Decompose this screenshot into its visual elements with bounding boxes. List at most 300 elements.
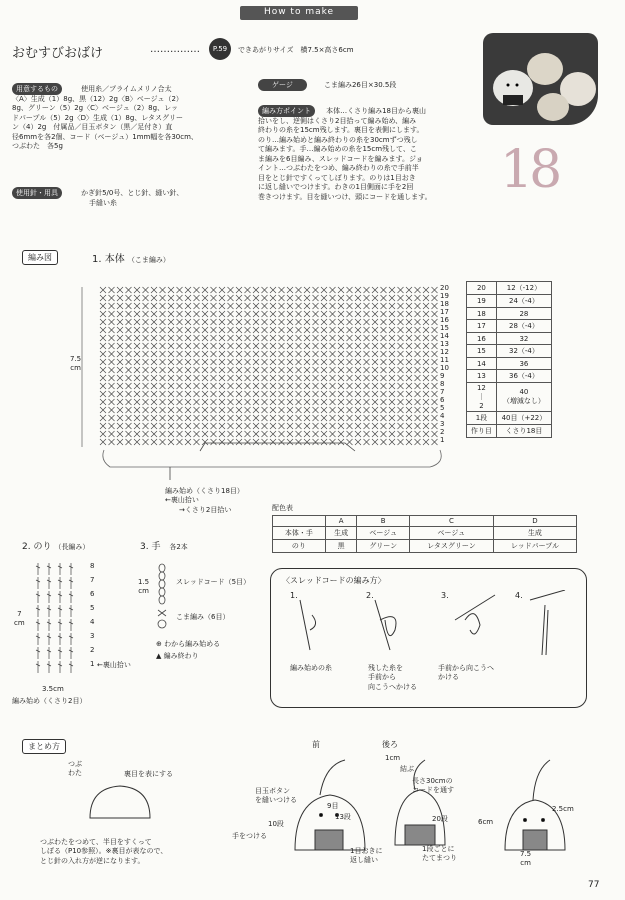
- materials-line-0: 使用糸／プライムメリノ合太: [81, 85, 172, 93]
- single-crochet-mark: [151, 375, 157, 381]
- single-crochet-mark: [219, 287, 225, 293]
- single-crochet-mark: [194, 343, 200, 349]
- single-crochet-mark: [347, 375, 353, 381]
- single-crochet-mark: [270, 303, 276, 309]
- single-crochet-mark: [330, 327, 336, 333]
- single-crochet-mark: [347, 295, 353, 301]
- single-crochet-mark: [253, 391, 259, 397]
- double-crochet-mark: [36, 661, 40, 673]
- single-crochet-mark: [381, 335, 387, 341]
- single-crochet-mark: [202, 359, 208, 365]
- single-crochet-mark: [364, 303, 370, 309]
- single-crochet-mark: [381, 375, 387, 381]
- single-crochet-mark: [381, 319, 387, 325]
- single-crochet-mark: [202, 431, 208, 437]
- single-crochet-mark: [432, 319, 438, 325]
- single-crochet-mark: [389, 303, 395, 309]
- single-crochet-mark: [100, 415, 106, 421]
- single-crochet-mark: [321, 399, 327, 405]
- single-crochet-mark: [253, 383, 259, 389]
- points-line-7: 目をとじ針ですくってしぼります。のりは1目おき: [258, 173, 416, 182]
- single-crochet-mark: [398, 407, 404, 413]
- row-number: 6: [440, 396, 445, 404]
- single-crochet-mark: [432, 343, 438, 349]
- nori-title-text: 2. のり: [22, 542, 52, 552]
- single-crochet-mark: [245, 399, 251, 405]
- single-crochet-mark: [168, 287, 174, 293]
- single-crochet-mark: [194, 303, 200, 309]
- finish-hand: 手をつける: [232, 832, 267, 840]
- single-crochet-mark: [253, 327, 259, 333]
- single-crochet-mark: [219, 311, 225, 317]
- single-crochet-mark: [313, 311, 319, 317]
- single-crochet-mark: [347, 391, 353, 397]
- single-crochet-mark: [117, 367, 123, 373]
- single-crochet-mark: [423, 383, 429, 389]
- hand-title-text: 3. 手: [140, 542, 161, 552]
- single-crochet-mark: [389, 375, 395, 381]
- single-crochet-mark: [177, 287, 183, 293]
- finish-knot: 結ぶ: [400, 765, 414, 773]
- single-crochet-mark: [432, 399, 438, 405]
- single-crochet-mark: [355, 319, 361, 325]
- single-crochet-mark: [168, 423, 174, 429]
- single-crochet-mark: [194, 391, 200, 397]
- single-crochet-mark: [109, 415, 115, 421]
- single-crochet-mark: [287, 399, 293, 405]
- stitch-count-table: [466, 281, 552, 438]
- single-crochet-mark: [389, 335, 395, 341]
- single-crochet-mark: [338, 391, 344, 397]
- single-crochet-mark: [168, 367, 174, 373]
- nori-height-unit: cm: [14, 619, 25, 628]
- single-crochet-mark: [100, 351, 106, 357]
- single-crochet-mark: [296, 431, 302, 437]
- single-crochet-mark: [262, 407, 268, 413]
- single-crochet-mark: [415, 423, 421, 429]
- single-crochet-mark: [134, 407, 140, 413]
- single-crochet-mark: [211, 383, 217, 389]
- finish-cord: 長さ30cmの コードを通す: [412, 777, 454, 795]
- single-crochet-mark: [330, 303, 336, 309]
- single-crochet-mark: [202, 311, 208, 317]
- single-crochet-mark: [245, 423, 251, 429]
- single-crochet-mark: [160, 311, 166, 317]
- single-crochet-mark: [398, 399, 404, 405]
- single-crochet-mark: [228, 407, 234, 413]
- single-crochet-mark: [296, 439, 302, 445]
- single-crochet-mark: [202, 343, 208, 349]
- single-crochet-mark: [151, 423, 157, 429]
- hand-legend-2: [156, 652, 199, 661]
- single-crochet-mark: [134, 359, 140, 365]
- row-number: 5: [440, 404, 445, 412]
- single-crochet-mark: [364, 311, 370, 317]
- single-crochet-mark: [194, 439, 200, 445]
- single-crochet-mark: [236, 327, 242, 333]
- color-cell: B: [357, 516, 410, 527]
- count-row: [467, 282, 552, 295]
- single-crochet-mark: [279, 439, 285, 445]
- single-crochet-mark: [126, 343, 132, 349]
- single-crochet-mark: [296, 415, 302, 421]
- single-crochet-mark: [270, 327, 276, 333]
- single-crochet-mark: [202, 383, 208, 389]
- single-crochet-mark: [304, 311, 310, 317]
- row-number: 17: [440, 308, 449, 316]
- single-crochet-mark: [381, 351, 387, 357]
- single-crochet-mark: [321, 431, 327, 437]
- hand-size: [138, 578, 149, 597]
- double-crochet-mark: [69, 661, 73, 673]
- single-crochet-mark: [296, 359, 302, 365]
- single-crochet-mark: [202, 335, 208, 341]
- single-crochet-mark: [134, 383, 140, 389]
- single-crochet-mark: [245, 359, 251, 365]
- points-line-1: 拾いをし、逆側はくさり2目拾って編み始め、編み: [258, 117, 417, 125]
- double-crochet-mark: [58, 661, 62, 673]
- single-crochet-mark: [270, 311, 276, 317]
- single-crochet-mark: [219, 431, 225, 437]
- single-crochet-mark: [253, 359, 259, 365]
- nori-width: 3.5cm: [42, 685, 64, 693]
- single-crochet-mark: [321, 319, 327, 325]
- single-crochet-mark: [117, 439, 123, 445]
- single-crochet-mark: [202, 319, 208, 325]
- single-crochet-mark: [236, 351, 242, 357]
- single-crochet-mark: [423, 327, 429, 333]
- single-crochet-mark: [406, 359, 412, 365]
- single-crochet-mark: [126, 383, 132, 389]
- single-crochet-mark: [177, 359, 183, 365]
- single-crochet-mark: [279, 431, 285, 437]
- single-crochet-mark: [423, 431, 429, 437]
- single-crochet-mark: [406, 327, 412, 333]
- single-crochet-mark: [355, 295, 361, 301]
- single-crochet-mark: [253, 351, 259, 357]
- single-crochet-mark: [330, 431, 336, 437]
- single-crochet-mark: [117, 327, 123, 333]
- row-number: 9: [440, 372, 445, 380]
- single-crochet-mark: [253, 375, 259, 381]
- single-crochet-mark: [194, 351, 200, 357]
- single-crochet-mark: [253, 311, 259, 317]
- single-crochet-mark: [219, 439, 225, 445]
- single-crochet-mark: [296, 375, 302, 381]
- single-crochet-mark: [253, 415, 259, 421]
- single-crochet-mark: [372, 343, 378, 349]
- single-crochet-mark: [313, 423, 319, 429]
- single-crochet-mark: [279, 335, 285, 341]
- row-number: 1: [440, 436, 445, 444]
- single-crochet-mark: [126, 399, 132, 405]
- count-row: [467, 345, 552, 358]
- single-crochet-mark: [160, 359, 166, 365]
- single-crochet-mark: [228, 335, 234, 341]
- count-cell: 36: [496, 358, 551, 370]
- single-crochet-mark: [321, 287, 327, 293]
- single-crochet-mark: [406, 423, 412, 429]
- single-crochet-mark: [211, 319, 217, 325]
- finish-r13: 13段: [335, 813, 351, 821]
- count-cell: 40 （増減なし）: [496, 383, 551, 412]
- single-crochet-mark: [270, 407, 276, 413]
- single-crochet-mark: [415, 351, 421, 357]
- single-crochet-mark: [126, 415, 132, 421]
- single-crochet-mark: [338, 295, 344, 301]
- single-crochet-mark: [432, 327, 438, 333]
- single-crochet-mark: [415, 359, 421, 365]
- single-crochet-mark: [270, 431, 276, 437]
- single-crochet-mark: [338, 399, 344, 405]
- single-crochet-mark: [100, 319, 106, 325]
- hand-legend-2-text: 編み終わり: [163, 652, 199, 660]
- single-crochet-mark: [211, 287, 217, 293]
- single-crochet-mark: [202, 439, 208, 445]
- single-crochet-mark: [168, 399, 174, 405]
- single-crochet-mark: [398, 423, 404, 429]
- count-cell: 14: [467, 358, 497, 370]
- single-crochet-mark: [381, 359, 387, 365]
- header-banner-text: How to make: [263, 7, 335, 17]
- start-note-2: →くさり2目拾い: [179, 505, 232, 514]
- finish-r9: 9目: [327, 802, 339, 810]
- single-crochet-mark: [151, 407, 157, 413]
- single-crochet-mark: [279, 327, 285, 333]
- row-number: 3: [440, 420, 445, 428]
- single-crochet-mark: [228, 367, 234, 373]
- single-crochet-mark: [321, 327, 327, 333]
- single-crochet-mark: [415, 439, 421, 445]
- single-crochet-mark: [381, 431, 387, 437]
- single-crochet-mark: [389, 399, 395, 405]
- single-crochet-mark: [202, 407, 208, 413]
- single-crochet-mark: [202, 327, 208, 333]
- single-crochet-mark: [304, 391, 310, 397]
- row-number: 19: [440, 292, 449, 300]
- single-crochet-mark: [177, 439, 183, 445]
- single-crochet-mark: [211, 407, 217, 413]
- single-crochet-mark: [202, 399, 208, 405]
- single-crochet-mark: [262, 295, 268, 301]
- hand-count: 各2本: [169, 543, 188, 551]
- single-crochet-mark: [262, 399, 268, 405]
- single-crochet-mark: [109, 383, 115, 389]
- color-row: [273, 516, 577, 527]
- single-crochet-mark: [245, 439, 251, 445]
- single-crochet-mark: [338, 415, 344, 421]
- single-crochet-mark: [219, 359, 225, 365]
- points-line-0: 本体…くさり編み18目から裏山: [326, 107, 427, 115]
- single-crochet-mark: [143, 319, 149, 325]
- single-crochet-mark: [432, 439, 438, 445]
- single-crochet-mark: [296, 327, 302, 333]
- single-crochet-mark: [160, 367, 166, 373]
- single-crochet-mark: [160, 295, 166, 301]
- single-crochet-mark: [381, 303, 387, 309]
- double-crochet-mark: [47, 605, 51, 617]
- count-cell: 19: [467, 295, 497, 308]
- single-crochet-mark: [109, 431, 115, 437]
- count-cell: 40目（+22）: [496, 412, 551, 425]
- single-crochet-mark: [236, 303, 242, 309]
- single-crochet-mark: [100, 399, 106, 405]
- single-crochet-mark: [143, 415, 149, 421]
- single-crochet-mark: [117, 431, 123, 437]
- single-crochet-mark: [270, 415, 276, 421]
- single-crochet-mark: [338, 319, 344, 325]
- single-crochet-mark: [415, 343, 421, 349]
- single-crochet-mark: [321, 343, 327, 349]
- single-crochet-mark: [151, 327, 157, 333]
- single-crochet-mark: [423, 303, 429, 309]
- single-crochet-mark: [262, 335, 268, 341]
- double-crochet-mark: [69, 633, 73, 645]
- single-crochet-mark: [245, 375, 251, 381]
- single-crochet-mark: [423, 351, 429, 357]
- single-crochet-mark: [355, 439, 361, 445]
- single-crochet-mark: [398, 431, 404, 437]
- single-crochet-mark: [160, 391, 166, 397]
- single-crochet-mark: [296, 319, 302, 325]
- single-crochet-mark: [134, 439, 140, 445]
- row-number: 18: [440, 300, 449, 308]
- single-crochet-mark: [185, 399, 191, 405]
- single-crochet-mark: [432, 303, 438, 309]
- hand-size-unit: cm: [138, 587, 149, 596]
- single-crochet-mark: [185, 327, 191, 333]
- thread-step-1-text: 編み始めの糸: [290, 664, 332, 672]
- single-crochet-mark: [423, 335, 429, 341]
- single-crochet-mark: [143, 351, 149, 357]
- single-crochet-mark: [330, 407, 336, 413]
- color-cell: D: [493, 516, 576, 527]
- body-start-notes: [165, 487, 244, 515]
- single-crochet-mark: [202, 295, 208, 301]
- single-crochet-mark: [287, 423, 293, 429]
- single-crochet-mark: [253, 287, 259, 293]
- single-crochet-mark: [372, 327, 378, 333]
- single-crochet-mark: [134, 351, 140, 357]
- single-crochet-mark: [236, 359, 242, 365]
- single-crochet-mark: [126, 335, 132, 341]
- single-crochet-mark: [372, 423, 378, 429]
- thread-step-2-num: 2.: [366, 591, 374, 600]
- single-crochet-mark: [423, 375, 429, 381]
- single-crochet-mark: [321, 303, 327, 309]
- single-crochet-mark: [168, 295, 174, 301]
- single-crochet-mark: [219, 319, 225, 325]
- double-crochet-mark: [69, 563, 73, 575]
- single-crochet-mark: [134, 343, 140, 349]
- single-crochet-mark: [279, 375, 285, 381]
- single-crochet-mark: [211, 399, 217, 405]
- single-crochet-mark: [415, 303, 421, 309]
- single-crochet-mark: [228, 359, 234, 365]
- single-crochet-mark: [355, 375, 361, 381]
- count-cell: 1段: [467, 412, 497, 425]
- double-crochet-mark: [69, 619, 73, 631]
- single-crochet-mark: [151, 303, 157, 309]
- single-crochet-mark: [194, 399, 200, 405]
- nori-row-number: 8: [90, 562, 95, 570]
- single-crochet-mark: [177, 295, 183, 301]
- single-crochet-mark: [228, 431, 234, 437]
- single-crochet-mark: [143, 399, 149, 405]
- thread-step-1-num: 1.: [290, 591, 298, 600]
- nori-row-number: 1: [90, 660, 95, 668]
- single-crochet-mark: [109, 399, 115, 405]
- single-crochet-mark: [338, 335, 344, 341]
- single-crochet-mark: [355, 383, 361, 389]
- single-crochet-mark: [313, 415, 319, 421]
- single-crochet-mark: [338, 311, 344, 317]
- single-crochet-mark: [262, 367, 268, 373]
- single-crochet-mark: [287, 439, 293, 445]
- single-crochet-mark: [143, 439, 149, 445]
- single-crochet-mark: [423, 287, 429, 293]
- single-crochet-mark: [279, 391, 285, 397]
- single-crochet-mark: [160, 407, 166, 413]
- single-crochet-mark: [381, 367, 387, 373]
- single-crochet-mark: [194, 415, 200, 421]
- hand-cord: スレッドコード（5目）: [176, 578, 251, 586]
- page-ref-badge: [209, 38, 231, 60]
- single-crochet-mark: [364, 287, 370, 293]
- single-crochet-mark: [304, 351, 310, 357]
- single-crochet-mark: [398, 335, 404, 341]
- single-crochet-mark: [117, 423, 123, 429]
- single-crochet-mark: [287, 375, 293, 381]
- single-crochet-mark: [338, 431, 344, 437]
- single-crochet-mark: [151, 399, 157, 405]
- single-crochet-mark: [406, 311, 412, 317]
- single-crochet-mark: [406, 439, 412, 445]
- color-cell: レッドパープル: [493, 540, 576, 553]
- single-crochet-mark: [347, 327, 353, 333]
- single-crochet-mark: [126, 319, 132, 325]
- single-crochet-mark: [245, 319, 251, 325]
- single-crochet-mark: [432, 383, 438, 389]
- single-crochet-mark: [279, 351, 285, 357]
- single-crochet-mark: [126, 303, 132, 309]
- single-crochet-mark: [347, 431, 353, 437]
- single-crochet-mark: [245, 407, 251, 413]
- single-crochet-mark: [338, 287, 344, 293]
- single-crochet-mark: [202, 423, 208, 429]
- single-crochet-mark: [304, 423, 310, 429]
- single-crochet-mark: [287, 295, 293, 301]
- count-cell: 15: [467, 345, 497, 358]
- single-crochet-mark: [117, 407, 123, 413]
- single-crochet-mark: [253, 295, 259, 301]
- points-line-6: イント…つぶわたをつめ、編み終わりの糸で手前半: [258, 164, 419, 173]
- single-crochet-mark: [109, 391, 115, 397]
- single-crochet-mark: [109, 311, 115, 317]
- single-crochet-mark: [279, 287, 285, 293]
- single-crochet-mark: [143, 391, 149, 397]
- single-crochet-mark: [372, 311, 378, 317]
- single-crochet-mark: [245, 431, 251, 437]
- finished-size: できあがりサイズ 横7.5×高さ6cm: [238, 46, 354, 54]
- single-crochet-mark: [432, 351, 438, 357]
- points-line-4: て編みます。手…編み始めの糸を15cm残して、こ: [258, 145, 417, 154]
- color-cell: C: [410, 516, 494, 527]
- single-crochet-mark: [262, 343, 268, 349]
- color-cell: のり: [273, 540, 326, 553]
- count-cell: 36（-4）: [496, 370, 551, 383]
- single-crochet-mark: [389, 431, 395, 437]
